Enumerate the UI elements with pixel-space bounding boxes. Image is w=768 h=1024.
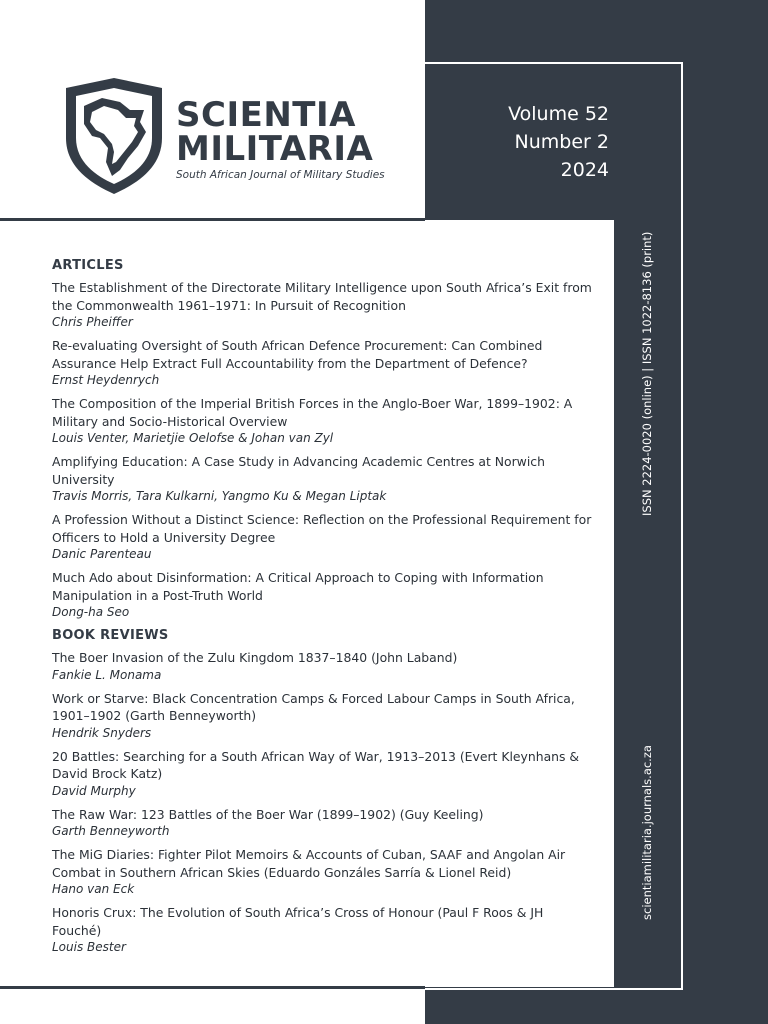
article-author: Danic Parenteau [52,547,152,561]
review-author: Hano van Eck [52,882,135,896]
articles-heading: ARTICLES [52,258,124,273]
article-author: Louis Venter, Marietjie Oelofse & Johan van Zyl [52,431,334,445]
masthead [176,95,385,181]
review-entry [52,690,592,741]
review-title: The Raw War: 123 Battles of the Boer War (1899–1902) (Guy Keeling) [52,806,484,822]
article-title: Much Ado about Disinformation: A Critical Approach to Coping with Information Manipulation in a Post-Truth World [52,570,544,603]
journal-title-line-2: MILITARIA [176,129,374,169]
journal-subtitle: South African Journal of Military Studies [176,169,385,181]
book-reviews-heading: BOOK REVIEWS [52,628,169,643]
review-title: The MiG Diaries: Fighter Pilot Memoirs & Accounts of Cuban, SAAF and Angolan Air Combat in Southern African Skies (Eduardo Gonzáles Sarría & Lionel Reid) [52,847,566,880]
article-title: Amplifying Education: A Case Study in Advancing Academic Centres at Norwich University [52,454,545,487]
article-author: Ernst Heydenrych [52,373,160,387]
review-author: David Murphy [52,783,136,798]
review-title: The Boer Invasion of the Zulu Kingdom 1837–1840 (John Laband) [52,650,458,665]
review-author: Hendrik Snyders [52,725,152,740]
review-entry [52,748,592,799]
article-entry [52,395,592,446]
issue-number: Number 2 [514,131,609,153]
review-entry [52,904,592,955]
divider-bottom [0,986,425,989]
article-author: Dong-ha Seo [52,605,130,619]
journal-website-text: scientiamilitaria.journals.ac.za [640,745,654,920]
shield-africa-logo-icon [62,76,166,196]
issn-text: ISSN 2224-0020 (online) | ISSN 1022-8136 (print) [640,231,654,516]
review-entry [52,649,592,683]
article-title: A Profession Without a Distinct Science: Reflection on the Professional Requirement for Officers to Hold a University Degree [52,512,592,545]
article-entry [52,569,592,620]
review-title: Honoris Crux: The Evolution of South Africa’s Cross of Honour (Paul F Roos & JH Fouché) [52,905,544,938]
article-entry [52,453,592,504]
review-entry [52,846,592,897]
article-title: The Establishment of the Directorate Military Intelligence upon South Africa’s Exit from the Commonwealth 1961–1971: In Pursuit of Recognition [52,280,592,313]
review-entry [52,806,592,840]
journal-title-line-1: SCIENTIA [176,95,356,135]
issue-volume: Volume 52 [508,103,609,125]
review-author: Garth Benneyworth [52,824,170,838]
article-title: The Composition of the Imperial British Forces in the Anglo-Boer War, 1899–1902: A Military and Socio-Historical Overview [52,396,573,429]
article-author: Chris Pheiffer [52,315,133,329]
issue-year: 2024 [560,159,609,181]
article-entry [52,279,592,330]
article-entry [52,511,592,562]
review-author: Louis Bester [52,940,126,954]
review-title: Work or Starve: Black Concentration Camps & Forced Labour Camps in South Africa, 1901–1902 (Garth Benneyworth) [52,690,575,723]
review-title: 20 Battles: Searching for a South African Way of War, 1913–2013 (Evert Kleynhans & David Brock Katz) [52,748,580,781]
review-author: Fankie L. Monama [52,667,162,682]
article-title: Re-evaluating Oversight of South African Defence Procurement: Can Combined Assurance Help Extract Full Accountability from the Department of Defence? [52,338,543,371]
divider-top [0,218,425,221]
article-author: Travis Morris, Tara Kulkarni, Yangmo Ku & Megan Liptak [52,489,387,503]
issue-info [508,100,609,184]
article-entry [52,337,592,388]
table-of-contents [52,258,592,962]
